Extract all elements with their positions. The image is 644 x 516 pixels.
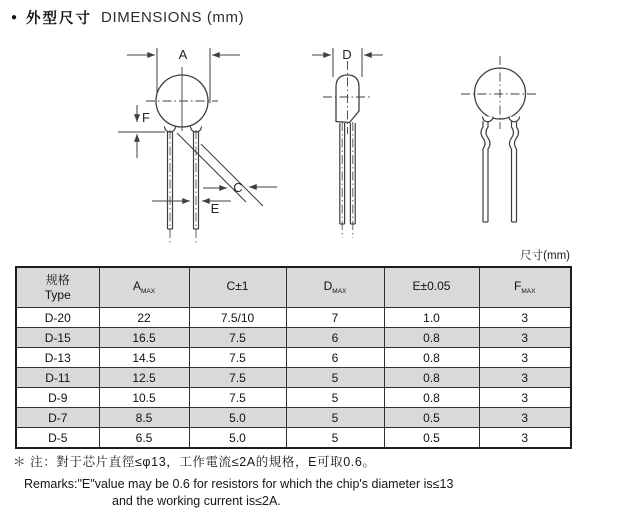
table-row (16, 408, 571, 428)
cell-type: D-15 (16, 328, 99, 348)
header-c: C±1 (189, 267, 286, 308)
cell-type: D-11 (16, 368, 99, 388)
cell: 8.5 (99, 408, 189, 428)
cell: 7.5 (189, 328, 286, 348)
table-header-row (16, 267, 571, 308)
title-english: DIMENSIONS (mm) (101, 9, 245, 26)
cell-type: D-20 (16, 308, 99, 328)
table-row (16, 348, 571, 368)
cell: 5.0 (189, 428, 286, 449)
cell-type: D-7 (16, 408, 99, 428)
header-e: E±0.05 (384, 267, 479, 308)
cell: 3 (479, 408, 571, 428)
cell: 6.5 (99, 428, 189, 449)
dim-label-a: A (178, 47, 188, 62)
cell-type: D-13 (16, 348, 99, 368)
cell: 0.8 (384, 388, 479, 408)
dim-label-c: C (233, 180, 243, 195)
cell: 7.5 (189, 388, 286, 408)
cell: 12.5 (99, 368, 189, 388)
cell: 22 (99, 308, 189, 328)
cell: 5 (286, 388, 384, 408)
header-d-max: $D_{MAX}$ (286, 267, 384, 308)
bullet-icon: ● (11, 12, 18, 23)
dim-label-d: D (342, 47, 352, 62)
dim-label-e: E (210, 201, 220, 216)
cell: 6 (286, 348, 384, 368)
cell: 7 (286, 308, 384, 328)
table-row (16, 388, 571, 408)
crimped-lead-drawing (461, 56, 539, 222)
cell: 10.5 (99, 388, 189, 408)
cell: 3 (479, 308, 571, 328)
cell: 1.0 (384, 308, 479, 328)
cell: 6 (286, 328, 384, 348)
table-row (16, 428, 571, 449)
cell: 7.5/10 (189, 308, 286, 328)
cell: 3 (479, 328, 571, 348)
header-a-max: $A_{MAX}$ (99, 267, 189, 308)
cell: 5 (286, 368, 384, 388)
dimensions-table (15, 266, 572, 449)
side-view-drawing (312, 48, 383, 238)
front-view-drawing (118, 48, 277, 243)
table-row (16, 368, 571, 388)
title-chinese: 外型尺寸 (26, 11, 93, 27)
cell: 3 (479, 368, 571, 388)
cell: 3 (479, 348, 571, 368)
note-english-line2: and the working current is≤2A. (112, 494, 281, 508)
cell: 16.5 (99, 328, 189, 348)
header-type: 规格 Type (16, 267, 99, 308)
cell: 5 (286, 428, 384, 449)
cell-type: D-9 (16, 388, 99, 408)
cell: 5.0 (189, 408, 286, 428)
cell: 0.5 (384, 408, 479, 428)
cell: 5 (286, 408, 384, 428)
cell: 0.8 (384, 368, 479, 388)
cell: 7.5 (189, 348, 286, 368)
cell: 0.8 (384, 348, 479, 368)
cell-type: D-5 (16, 428, 99, 449)
cell: 14.5 (99, 348, 189, 368)
dim-label-f: F (142, 110, 150, 125)
header-f-max: $F_{MAX}$ (479, 267, 571, 308)
cell: 0.8 (384, 328, 479, 348)
note-chinese: ＊ 注：對于芯片直徑≤φ13，工作電流≤2A的規格，E可取0.6。 (13, 455, 376, 469)
note-english-line1: Remarks:"E"value may be 0.6 for resistors for which the chip's diameter is≤13 (24, 477, 454, 491)
cell: 0.5 (384, 428, 479, 449)
cell: 7.5 (189, 368, 286, 388)
cell: 3 (479, 388, 571, 408)
cell: 3 (479, 428, 571, 449)
dimension-drawings (0, 0, 644, 250)
table-unit-label: 尺寸(mm) (520, 250, 570, 262)
table-row (16, 328, 571, 348)
table-row (16, 308, 571, 328)
